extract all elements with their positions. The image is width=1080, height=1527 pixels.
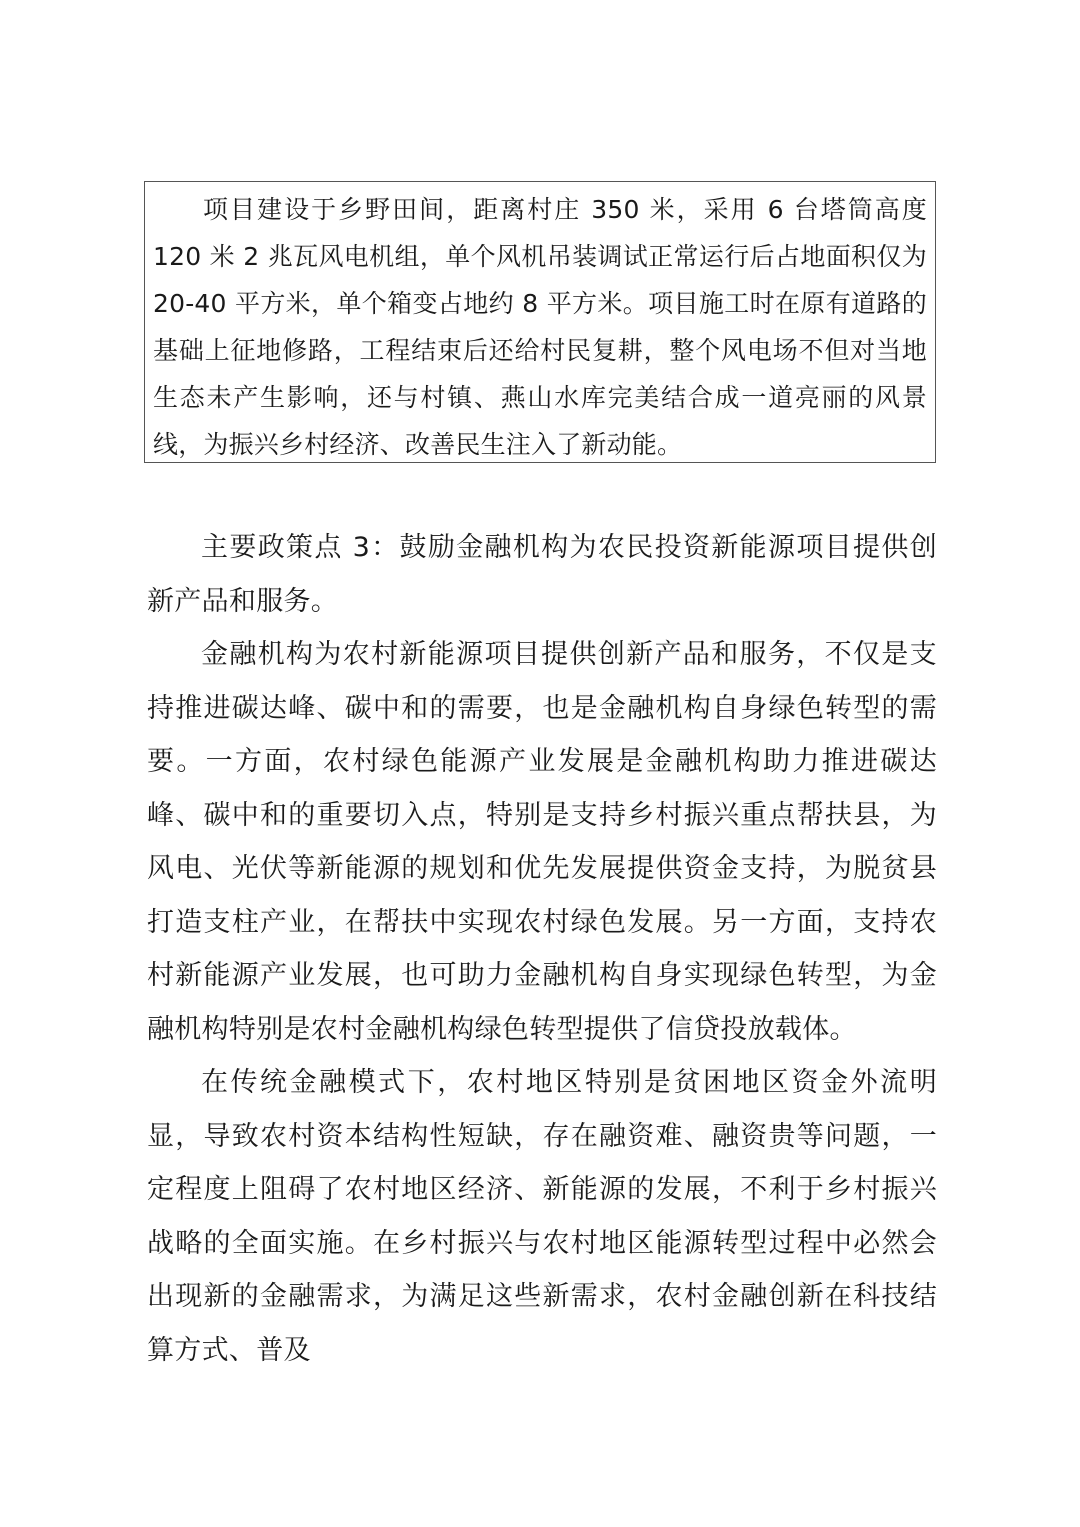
paragraph-finance-institutions: 金融机构为农村新能源项目提供创新产品和服务，不仅是支持推进碳达峰、碳中和的需要，也是金融机构自身绿色转型的需要。一方面，农村绿色能源产业发展是金融机构助力推进碳达峰、碳中和的重要切入点，特别是支持乡村振兴重点帮扶县，为风电、光伏等新能源的规划和优先发展提供资金支持，为脱贫县打造支柱产业，在帮扶中实现农村绿色发展。另一方面，支持农村新能源产业发展，也可助力金融机构自身实现绿色转型，为金融机构特别是农村金融机构绿色转型提供了信贷投放载体。: [147, 639, 937, 1045]
main-body: [147, 521, 937, 1377]
paragraph-traditional-finance: 在传统金融模式下，农村地区特别是贫困地区资金外流明显，导致农村资本结构性短缺，存在融资难、融资贵等问题，一定程度上阻碍了农村地区经济、新能源的发展，不利于乡村振兴战略的全面实施。在乡村振兴与农村地区能源转型过程中必然会出现新的金融需求，为满足这些新需求，农村金融创新在科技结算方式、普及: [147, 1067, 937, 1366]
boxed-case-note-text: 项目建设于乡野田间，距离村庄 350 米，采用 6 台塔筒高度 120 米 2 兆瓦风电机组，单个风机吊装调试正常运行后占地面积仅为 20-40 平方米，单个箱变占地约 8 平方米。项目施工时在原有道路的基础上征地修路，工程结束后还给村民复耕，整个风电场不但对当地生态未产生影响，还与村镇、燕山水库完美结合成一道亮丽的风景线，为振兴乡村经济、改善民生注入了新动能。: [153, 195, 927, 459]
boxed-case-note: [144, 181, 936, 463]
policy-heading: 主要政策点 3：鼓励金融机构为农民投资新能源项目提供创新产品和服务。: [147, 532, 937, 617]
